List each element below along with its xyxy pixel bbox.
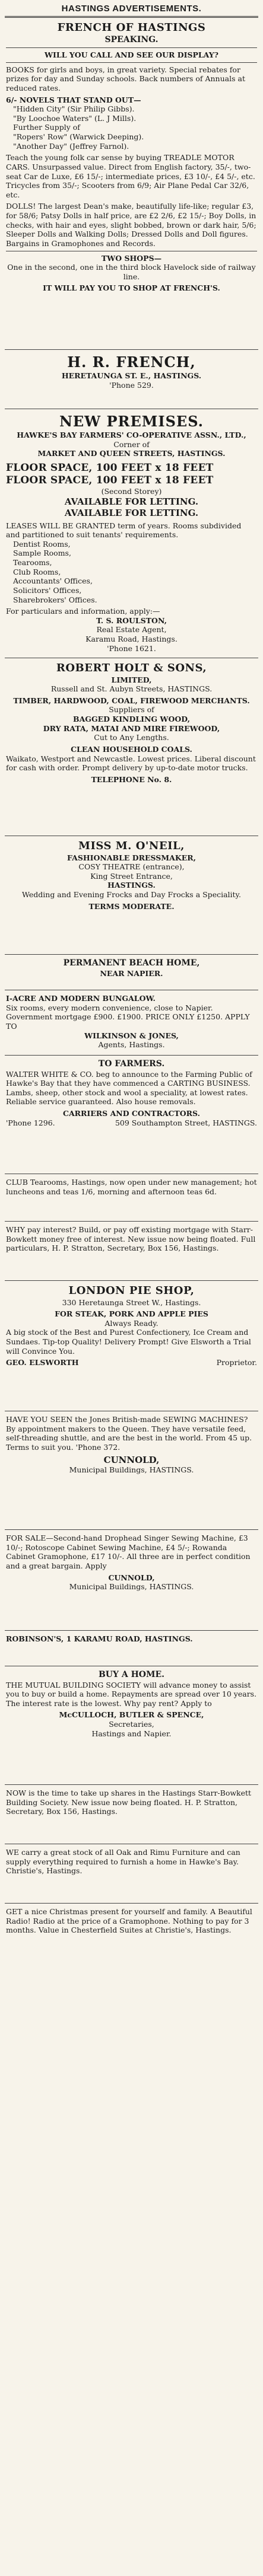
- ad-title: H. R. FRENCH,: [67, 353, 196, 371]
- agent2: Agents, Hastings.: [98, 1040, 165, 1050]
- pay-line: IT WILL PAY YOU TO SHOP AT FRENCH'S.: [43, 283, 220, 293]
- ad-title: NEW PREMISES.: [59, 413, 204, 430]
- leases: LEASES WILL BE GRANTED term of years. Rooms subdivided and partitioned to suit tenants' requirements.: [6, 521, 242, 540]
- line: CLEAN HOUSEHOLD COALS.: [71, 744, 192, 754]
- use-item: Solicitors' Offices,: [13, 585, 82, 595]
- divider: [6, 47, 257, 48]
- text: WHY pay interest? Build, or pay off existing mortgage with Starr-Bowkett money free of interest. New issue now being floated. Full particulars, H. P. Stratton, Secretary, Box 156, Hastings.: [6, 1225, 256, 1253]
- line: Cut to Any Lengths.: [94, 733, 169, 742]
- use-item: Club Rooms,: [13, 567, 61, 576]
- text: CLUB Tearooms, Hastings, now open under new management; hot luncheons and teas 1/6, morning and afternoon teas 6d.: [6, 1178, 257, 1196]
- phone: 'Phone 529.: [109, 380, 154, 390]
- dolls-paragraph: DOLLS! The largest Dean's make, beautifully life-like; regular £3, for 58/6; Patsy Dolls in half price, are £2 2/6, £2 15/-; Boy Dolls, in checks, with hair and eyes, slight bobbed, brown or dark hair, 5/6; Sleeper Dolls and Walking Dolls; Dressed Dolls and Doll figures. Bargains in Gramophones and Records.: [6, 202, 256, 248]
- cars-paragraph: Teach the young folk car sense by buying TREADLE MOTOR CARS. Unsurpassed value. Direct from English factory, 35/-, two-seat Car de Luxe, £6 15/-; intermediate prices, £3 10/-, £4 5/-, etc. Tricycles from 35/-; Scooters from 6/9; Air Plane Pedal Car 32/6, etc.: [6, 153, 255, 199]
- addr: 330 Heretaunga Street W., Hastings.: [62, 1297, 201, 1307]
- book-item: "Ropers' Row" (Warwick Deeping).: [13, 132, 144, 141]
- text: WE carry a great stock of all Oak and Rimu Furniture and can supply everything required to furnish a home in Hawke's Bay. Christie's, Hastings.: [6, 1848, 240, 1876]
- available: AVAILABLE FOR LETTING.: [64, 507, 199, 518]
- addr: Russell and St. Aubyn Streets, HASTINGS.: [50, 684, 213, 694]
- agent-phone: 'Phone 1621.: [107, 643, 156, 653]
- ad-napier: [5, 955, 258, 990]
- owner-role: Proprietor.: [216, 1358, 257, 1367]
- ad-buy-home: [5, 1666, 258, 1785]
- agent-addr: Karamu Road, Hastings.: [85, 635, 178, 643]
- text: HAVE YOU SEEN the Jones British-made SEWING MACHINES? By appointment makers to the Queen. They have versatile feed, self-threading shuttle, and are the best in the world. From 45 up. Terms to suit you. 'Phone 372.: [6, 1415, 252, 1452]
- line: Wedding and Evening Frocks and Day Frocks a Speciality.: [22, 890, 241, 899]
- book-list: [6, 104, 257, 151]
- maker: CUNNOLD,: [103, 1454, 160, 1465]
- ad-pie: [5, 1281, 258, 1411]
- ad-title: PERMANENT BEACH HOME,: [63, 958, 200, 968]
- book-item: "Hidden City" (Sir Philip Gibbs).: [13, 104, 135, 114]
- ad-holt: [5, 658, 258, 836]
- ad-club: [5, 1174, 258, 1222]
- who: McCULLOCH, BUTLER & SPENCE,: [59, 1710, 204, 1720]
- floor-space: FLOOR SPACE, 100 FEET x 18 FEET: [6, 461, 214, 474]
- ad-title: BUY A HOME.: [98, 1670, 165, 1679]
- book-item: Further Supply of: [13, 123, 80, 132]
- line: DRY RATA, MATAI AND MIRE FIREWOOD,: [43, 723, 220, 733]
- ad-title: I-ACRE AND MODERN BUNGALOW.: [6, 994, 156, 1003]
- line: COSY THEATRE (entrance),: [78, 862, 185, 872]
- line: FOR STEAK, PORK AND APPLE PIES: [55, 1309, 208, 1319]
- who2: Municipal Buildings, HASTINGS.: [69, 1582, 194, 1592]
- ad-carry: [5, 1844, 258, 1904]
- ad-singer: [5, 1411, 258, 1530]
- contact-row: [6, 1118, 257, 1128]
- agent: T. S. ROULSTON,: [96, 616, 167, 625]
- org: HAWKE'S BAY FARMERS' CO-OPERATIVE ASSN., LTD.,: [17, 431, 246, 439]
- books-paragraph: BOOKS for girls and boys, in great variety. Special rebates for prizes for day and Sunday schools. Back numbers of Annuals at reduced rates.: [6, 65, 245, 93]
- address: HERETAUNGA ST. E., HASTINGS.: [61, 371, 202, 380]
- use-item: Accountants' Offices,: [13, 576, 93, 586]
- line: TERMS MODERATE.: [88, 901, 175, 911]
- text: FOR SALE—Second-hand Drophead Singer Sewing Machine, £3 10/-; Rotoscope Cabinet Sewing Machine, £4 5/-; Rowanda Cabinet Gramophone, £17 10/-. All three are in perfect condition and a great bargain. Apply: [6, 1534, 251, 1570]
- line: BAGGED KINDLING WOOD,: [73, 715, 190, 723]
- divider: [6, 62, 257, 63]
- ad-acre: [5, 990, 258, 1056]
- floor-space: FLOOR SPACE, 100 FEET x 18 FEET: [6, 474, 214, 487]
- book-item: "By Loochoe Waters" (L. J Mills).: [13, 113, 137, 123]
- text: NOW is the time to take up shares in the Hastings Starr-Bowkett Building Society. New issue now being floated. H. P. Stratton, Secretary, Box 156, Hastings.: [6, 1788, 252, 1816]
- page-header: HASTINGS ADVERTISEMENTS.: [5, 0, 258, 18]
- phone: 'Phone 1296.: [6, 1118, 55, 1127]
- use-item: Tearooms,: [13, 558, 52, 567]
- shops-text: One in the second, one in the third block Havelock side of railway line.: [7, 263, 256, 281]
- corner-streets: MARKET AND QUEEN STREETS, HASTINGS.: [37, 449, 226, 458]
- ad-rent: [5, 1222, 258, 1281]
- ad-farmers: [5, 1056, 258, 1174]
- ad-oneil: [5, 836, 258, 955]
- ad-now-time: [5, 1785, 258, 1844]
- uses-list: [6, 540, 257, 604]
- addr: 509 Southampton Street, HASTINGS.: [115, 1118, 257, 1127]
- text: GET a nice Christmas present for yourself and family. A Beautiful Radio! Radio at the price of a Gramophone. Nothing to pay for 3 months. Value in Chesterfield Suites at Christie's, Hastings.: [6, 1907, 252, 1935]
- ad-title: LONDON PIE SHOP,: [68, 1284, 195, 1297]
- owner-row: [6, 1358, 257, 1367]
- use-item: Sharebrokers' Offices.: [13, 595, 97, 604]
- ad-new-premises: [5, 409, 258, 658]
- book-item: "Another Day" (Jeffrey Farnol).: [13, 141, 129, 151]
- corner: Corner of: [113, 439, 150, 449]
- phone: TELEPHONE No. 8.: [91, 774, 172, 784]
- line: Waikato, Westport and Newcastle. Lowest prices. Liberal discount for cash with order. Prompt delivery by up-to-date motor trucks.: [6, 754, 256, 773]
- text: ROBINSON'S, 1 KARAMU ROAD, HASTINGS.: [6, 1634, 193, 1643]
- text: THE MUTUAL BUILDING SOCIETY will advance money to assist you to buy or build a home. Repayments are spread over 10 years. The interest rate is the lowest. Why pay rent? Apply to: [6, 1680, 257, 1708]
- agent: WILKINSON & JONES,: [84, 1031, 179, 1040]
- ad-hr-french: [5, 350, 258, 409]
- novels-heading: 6/- NOVELS THAT STAND OUT—: [6, 95, 141, 104]
- ad-title: ROBERT HOLT & SONS,: [56, 662, 207, 674]
- text: WALTER WHITE & CO. beg to announce to the Farming Public of Hawke's Bay that they have commenced a CARTING BUSINESS. Lambs, sheep, other stock and wool a speciality, at lowest rates. Reliable service guaranteed. Also house removals.: [6, 1069, 252, 1107]
- agent-title: Real Estate Agent,: [96, 625, 167, 635]
- contact: CARRIERS AND CONTRACTORS.: [63, 1109, 200, 1118]
- line: TIMBER, HARDWOOD, COAL, FIREWOOD MERCHANTS.: [13, 696, 250, 705]
- line: Suppliers of: [109, 705, 154, 715]
- who: CUNNOLD,: [108, 1573, 155, 1582]
- particulars: For particulars and information, apply:—: [6, 607, 160, 616]
- line: Always Ready.: [104, 1318, 159, 1328]
- ad-title: MISS M. O'NEIL,: [78, 840, 185, 852]
- desc: Six rooms, every modern convenience, close to Napier. Government mortgage £900. £1900. PRICE ONLY £1250. APPLY TO: [6, 1003, 250, 1031]
- ad-gift: [5, 1904, 258, 1975]
- shops-heading: TWO SHOPS—: [101, 253, 162, 263]
- ad-subtitle: SPEAKING.: [104, 34, 159, 44]
- owner: GEO. ELSWORTH: [6, 1358, 79, 1367]
- line: A big stock of the Best and Purest Confectionery, Ice Cream and Sundaes. Tip-top Quality! Delivery Prompt! Give Elsworth a Trial will Convince You.: [6, 1328, 251, 1356]
- available: AVAILABLE FOR LETTING.: [64, 496, 199, 507]
- use-item: Sample Rooms,: [13, 549, 71, 558]
- sub: LIMITED,: [111, 675, 152, 684]
- sub: NEAR NAPIER.: [100, 968, 163, 978]
- ad-robinson: [5, 1631, 258, 1666]
- line: King Street Entrance,: [90, 871, 173, 881]
- ad-title: TO FARMERS.: [98, 1059, 165, 1069]
- who3: Hastings and Napier.: [91, 1729, 172, 1738]
- second-storey: (Second Storey): [101, 487, 162, 496]
- ad-sale: [5, 1530, 258, 1631]
- line: HASTINGS.: [107, 881, 156, 890]
- who2: Secretaries,: [109, 1720, 154, 1729]
- ad-title: FRENCH OF HASTINGS: [57, 21, 206, 34]
- maker2: Municipal Buildings, HASTINGS.: [69, 1465, 194, 1475]
- use-item: Dentist Rooms,: [13, 539, 71, 549]
- line: FASHIONABLE DRESSMAKER,: [67, 853, 196, 862]
- ad-french-speaking: [5, 18, 258, 350]
- question: WILL YOU CALL AND SEE OUR DISPLAY?: [45, 50, 218, 59]
